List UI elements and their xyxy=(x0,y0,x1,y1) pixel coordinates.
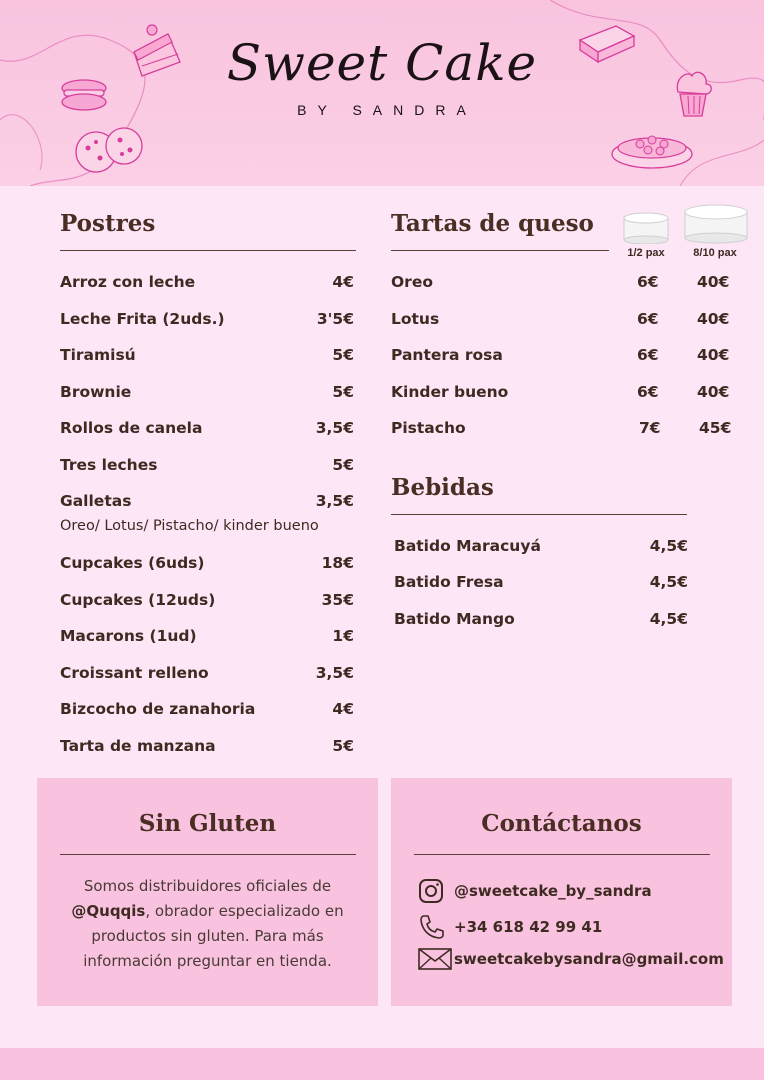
galletas-note: Oreo/ Lotus/ Pistacho/ kinder bueno xyxy=(60,518,319,534)
tart-icon xyxy=(612,136,692,168)
contact-divider xyxy=(414,854,710,855)
phone-number[interactable]: +34 618 42 99 41 xyxy=(454,918,603,936)
menu-item: Arroz con leche 4€ xyxy=(60,273,354,291)
menu-item: Cupcakes (6uds) 18€ xyxy=(60,554,354,572)
email-address[interactable]: sweetcakebysandra@gmail.com xyxy=(454,950,724,968)
drink-item: Batido Maracuyá 4,5€ xyxy=(394,537,688,555)
cheesecake-row: Kinder bueno 6€ 40€ xyxy=(391,383,730,401)
sin-gluten-title: Sin Gluten xyxy=(138,810,277,837)
large-cake-icon xyxy=(683,202,749,244)
header-banner xyxy=(0,0,764,186)
size-label-small: 1/2 pax xyxy=(627,247,665,259)
mail-icon xyxy=(418,944,454,974)
menu-item: Tiramisú 5€ xyxy=(60,346,354,364)
menu-item: Macarons (1ud) 1€ xyxy=(60,627,354,645)
postres-divider xyxy=(60,250,356,251)
brand-title: Sweet Cake xyxy=(226,34,538,92)
menu-item: Croissant relleno 3,5€ xyxy=(60,664,354,682)
drink-item: Batido Mango 4,5€ xyxy=(394,610,688,628)
menu-item: Bizcocho de zanahoria 4€ xyxy=(60,700,354,718)
cheesecake-row: Pantera rosa 6€ 40€ xyxy=(391,346,730,364)
menu-item: Rollos de canela 3,5€ xyxy=(60,419,354,437)
brand-subtitle: BY SANDRA xyxy=(297,102,477,118)
drink-item: Batido Fresa 4,5€ xyxy=(394,573,688,591)
postres-title: Postres xyxy=(60,210,156,237)
cheesecake-row: Pistacho 7€ 45€ xyxy=(391,419,732,437)
phone-icon xyxy=(418,912,454,942)
email-contact[interactable] xyxy=(418,944,724,974)
menu-item: Leche Frita (2uds.) 3'5€ xyxy=(60,310,354,328)
menu-item: Galletas 3,5€ xyxy=(60,492,354,510)
instagram-contact[interactable] xyxy=(418,876,652,906)
menu-item: Tarta de manzana 5€ xyxy=(60,737,354,755)
bebidas-divider xyxy=(391,514,687,515)
sin-gluten-divider xyxy=(60,854,356,855)
sin-gluten-text: Somos distribuidores oficiales de @Quqqis, obrador especializado en productos sin gluten. Para más información preguntar en tienda. xyxy=(71,877,344,970)
cheesecake-row: Lotus 6€ 40€ xyxy=(391,310,730,328)
cheesecake-row: Oreo 6€ 40€ xyxy=(391,273,730,291)
quqqis-handle: @Quqqis xyxy=(71,902,146,920)
menu-item: Brownie 5€ xyxy=(60,383,354,401)
tartas-title: Tartas de queso xyxy=(391,210,594,237)
phone-contact[interactable] xyxy=(418,912,602,942)
footer-strip xyxy=(0,1048,764,1080)
instagram-icon xyxy=(418,876,454,906)
cookies-icon xyxy=(76,128,142,172)
menu-item: Cupcakes (12uds) 35€ xyxy=(60,591,354,609)
bebidas-title: Bebidas xyxy=(391,474,494,501)
tartas-divider xyxy=(391,250,609,251)
instagram-handle[interactable]: @sweetcake_by_sandra xyxy=(454,882,652,900)
size-label-large: 8/10 pax xyxy=(693,247,737,259)
small-cake-icon xyxy=(622,210,670,244)
brand-logo xyxy=(0,34,764,118)
contact-title: Contáctanos xyxy=(481,810,642,837)
menu-item: Tres leches 5€ xyxy=(60,456,354,474)
